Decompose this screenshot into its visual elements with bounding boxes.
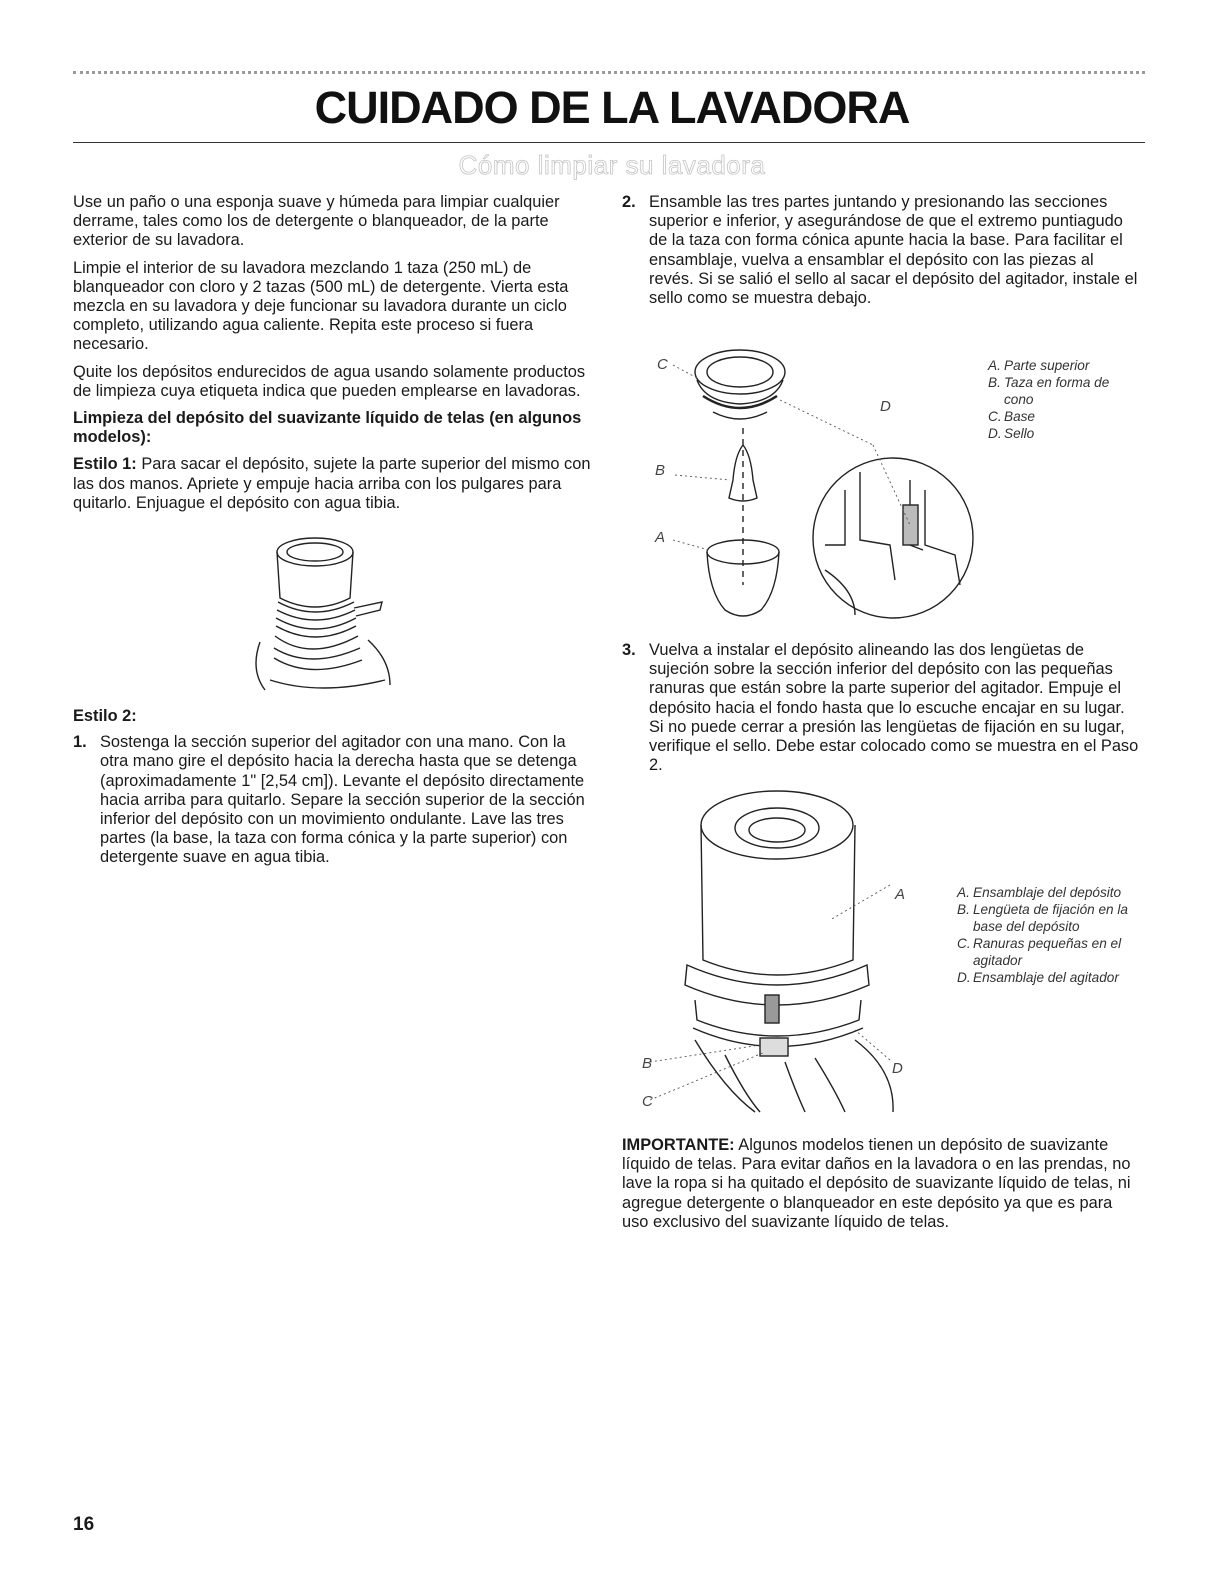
fig3-callout-b: B [642, 1055, 653, 1072]
important-note [622, 1136, 1142, 1240]
fig3-legend-item: C. Ranuras pequeñas en el agitador [957, 936, 1122, 968]
fig2-callout-c: C [657, 356, 668, 373]
style1-dispenser-illustration [250, 530, 410, 695]
style1-label: Estilo 1: [73, 455, 137, 474]
step2-text: Ensamble las tres partes juntando y presionando las secciones superior e inferior, y asegurándose de que el extremo puntiagudo de la taza con forma cónica apunte hacia la base. Para facilitar el ensamblaje, vuelva a ensamblar el depósito con las piezas al revés. Si se salió el sello al sacar el depósito del agitador, instale el sello como se muestra debajo. [649, 193, 1138, 308]
step3-number: 3. [622, 641, 636, 659]
top-dotted-rule [73, 71, 1145, 74]
fig3-callout-c: C [642, 1093, 653, 1110]
fig3-legend-item: A. Ensamblaje del depósito [957, 885, 1122, 900]
fig2-callout-d: D [880, 398, 891, 415]
left-column [73, 193, 593, 521]
paragraph-deposits: Quite los depósitos endurecidos de agua usando solamente productos de limpieza cuya etiqueta indica que pueden emplearse en lavadoras. [73, 362, 586, 400]
step1-item [73, 733, 593, 867]
fig3-callout-d: D [892, 1060, 903, 1077]
step3-text: Vuelva a instalar el depósito alineando las dos lengüetas de sujeción sobre la sección inferior del depósito con las pequeñas ranuras que están sobre la parte superior del agitador. Empuje el depósito hacia el fondo hasta que lo escuche encajar en su lugar. Si no puede cerrar a presión las lengüetas de fijación en su lugar, verifique el sello. Debe estar colocado como se muestra en el Paso 2. [649, 641, 1139, 775]
important-label: IMPORTANTE: [622, 1136, 735, 1154]
style2-label: Estilo 2: [73, 707, 137, 725]
style1-paragraph [73, 455, 593, 513]
right-column-step3 [622, 641, 1142, 775]
paragraph-exterior: Use un paño o una esponja suave y húmeda para limpiar cualquier derrame, tales como los de detergente o blanqueador, de la parte exterior de su lavadora. [73, 193, 560, 250]
fig2-legend-item: D. Sello [988, 426, 1035, 441]
fig2-legend-item: B. Taza en forma de cono [988, 375, 1110, 407]
step2-item [622, 193, 1142, 308]
fig2-legend-item: A. Parte superior [988, 358, 1090, 373]
fig2-callout-b: B [655, 462, 666, 479]
fig3-legend [957, 884, 1137, 986]
fig3-legend-item: D. Ensamblaje del agitador [957, 970, 1119, 985]
important-paragraph [622, 1136, 1142, 1232]
fig2-callout-a: A [655, 529, 666, 546]
step1-number: 1. [73, 733, 87, 752]
softener-heading: Limpieza del depósito del suavizante líquido de telas (en algunos modelos): [73, 409, 582, 447]
dispenser-installation-illustration [665, 790, 915, 1120]
paragraph-interior: Limpie el interior de su lavadora mezclando 1 taza (250 mL) de blanqueador con cloro y 2 tazas (500 mL) de detergente. Vierta esta mezcla en su lavadora y deje funcionar su lavadora durante un ciclo completo, utilizando agua caliente. Repita este proceso si fuera necesario. [73, 258, 569, 354]
fig2-legend-item: C. Base [988, 409, 1035, 424]
fig3-callout-a: A [895, 886, 906, 903]
style1-text: Para sacar el depósito, sujete la parte superior del mismo con las dos manos. Apriete y empuje hacia arriba con los pulgares para quitarlo. Enjuague el depósito con agua tibia. [73, 455, 591, 512]
step2-number: 2. [622, 193, 636, 211]
section-subtitle: Cómo limpiar su lavadora [458, 150, 766, 180]
right-column-top [622, 193, 1142, 308]
important-text: Algunos modelos tienen un depósito de suavizante líquido de telas. Para evitar daños en la lavadora o en las prendas, no lave la ropa si ha quitado el depósito de suavizante líquido de telas, ni agregue detergente o blanqueador en este depósito ya que es para uso exclusivo del suavizante líquido de telas. [622, 1136, 1131, 1231]
page-title: CUIDADO DE LA LAVADORA [314, 82, 910, 133]
style2-section [73, 707, 593, 868]
seal-assembly-illustration [655, 340, 985, 625]
fig3-legend-item: B. Lengüeta de fijación en la base del depósito [957, 902, 1128, 934]
fig2-legend [988, 357, 1138, 442]
title-divider [73, 142, 1145, 143]
step1-text: Sostenga la sección superior del agitador con una mano. Con la otra mano gire el depósito hacia la derecha hasta que se detenga (aproximadamente 1" [2,54 cm]). Levante el depósito directamente hacia arriba para quitarlo. Separe la sección superior de la sección inferior del depósito con un movimiento ondulante. Lave las tres partes (la base, la taza con forma cónica y la parte superior) con detergente suave en agua tibia. [100, 733, 585, 867]
page-number: 16 [73, 1514, 95, 1535]
step3-item [622, 641, 1142, 775]
